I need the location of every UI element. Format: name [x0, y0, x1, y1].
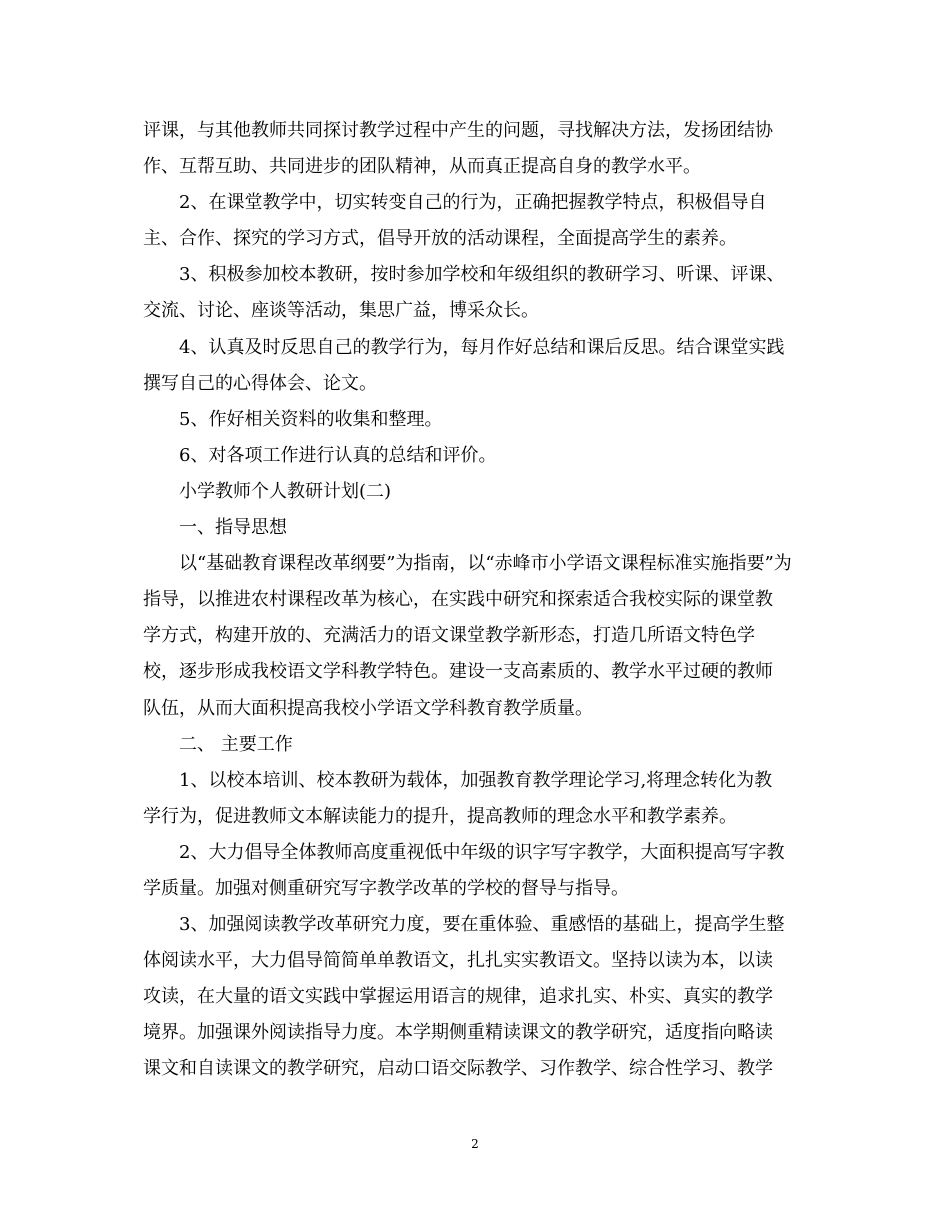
text-line: 2、大力倡导全体教师高度重视低中年级的识字写字教学，大面积提高写字教	[179, 841, 785, 863]
text-line: 撰写自己的心得体会、论文。	[143, 372, 377, 394]
page-number: 2	[471, 1137, 479, 1151]
text-line: 境界。加强课外阅读指导力度。本学期侧重精读课文的教学研究，适度指向略读	[143, 1022, 773, 1044]
text-line: 课文和自读课文的教学研究，启动口语交际教学、习作教学、综合性学习、教学	[143, 1058, 773, 1080]
text-line: 3、加强阅读教学改革研究力度，要在重体验、重感悟的基础上，提高学生整	[179, 914, 785, 936]
text-line: 学质量。加强对侧重研究写字教学改革的学校的督导与指导。	[143, 877, 629, 899]
section-heading: 二、 主要工作	[179, 733, 293, 755]
text-line: 2、在课堂教学中，切实转变自己的行为，正确把握教学特点，积极倡导自	[179, 192, 767, 214]
text-line: 主、合作、探究的学习方式，倡导开放的活动课程，全面提高学生的素养。	[143, 228, 737, 250]
text-line: 4、认真及时反思自己的教学行为，每月作好总结和课后反思。结合课堂实践	[179, 336, 785, 358]
document-body	[143, 113, 811, 1088]
text-line: 校，逐步形成我校语文学科教学特色。建设一支高素质的、教学水平过硬的教师	[143, 661, 773, 683]
text-line: 学方式，构建开放的、充满活力的语文课堂教学新形态，打造几所语文特色学	[143, 625, 755, 647]
text-line: 学行为，促进教师文本解读能力的提升，提高教师的理念水平和教学素养。	[143, 805, 737, 827]
text-line: 评课，与其他教师共同探讨教学过程中产生的问题，寻找解决方法，发扬团结协	[143, 120, 773, 141]
text-line: 3、积极参加校本教研，按时参加学校和年级组织的教研学习、听课、评课、	[179, 264, 785, 286]
text-line: 1、以校本培训、校本教研为载体，加强教育教学理论学习,将理念转化为教	[179, 769, 773, 791]
text-line: 攻读，在大量的语文实践中掌握运用语言的规律，追求扎实、朴实、真实的教学	[143, 986, 773, 1008]
text-line: 体阅读水平，大力倡导简简单单教语文，扎扎实实教语文。坚持以读为本，以读	[143, 950, 773, 972]
text-line: 以“基础教育课程改革纲要”为指南，以“赤峰市小学语文课程标准实施指要”为	[179, 553, 792, 575]
text-line: 队伍，从而大面积提高我校小学语文学科教育教学质量。	[143, 697, 593, 719]
section-title: 小学教师个人教研计划(二)	[179, 480, 392, 502]
text-line: 5、作好相关资料的收集和整理。	[179, 408, 443, 430]
text-line: 作、互帮互助、共同进步的团队精神，从而真正提高自身的教学水平。	[143, 156, 701, 178]
text-line: 指导，以推进农村课程改革为核心，在实践中研究和探索适合我校实际的课堂教	[143, 589, 773, 611]
section-heading: 一、指导思想	[179, 517, 287, 539]
text-line: 6、对各项工作进行认真的总结和评价。	[179, 444, 497, 466]
text-line: 交流、讨论、座谈等活动，集思广益，博采众长。	[143, 300, 539, 322]
